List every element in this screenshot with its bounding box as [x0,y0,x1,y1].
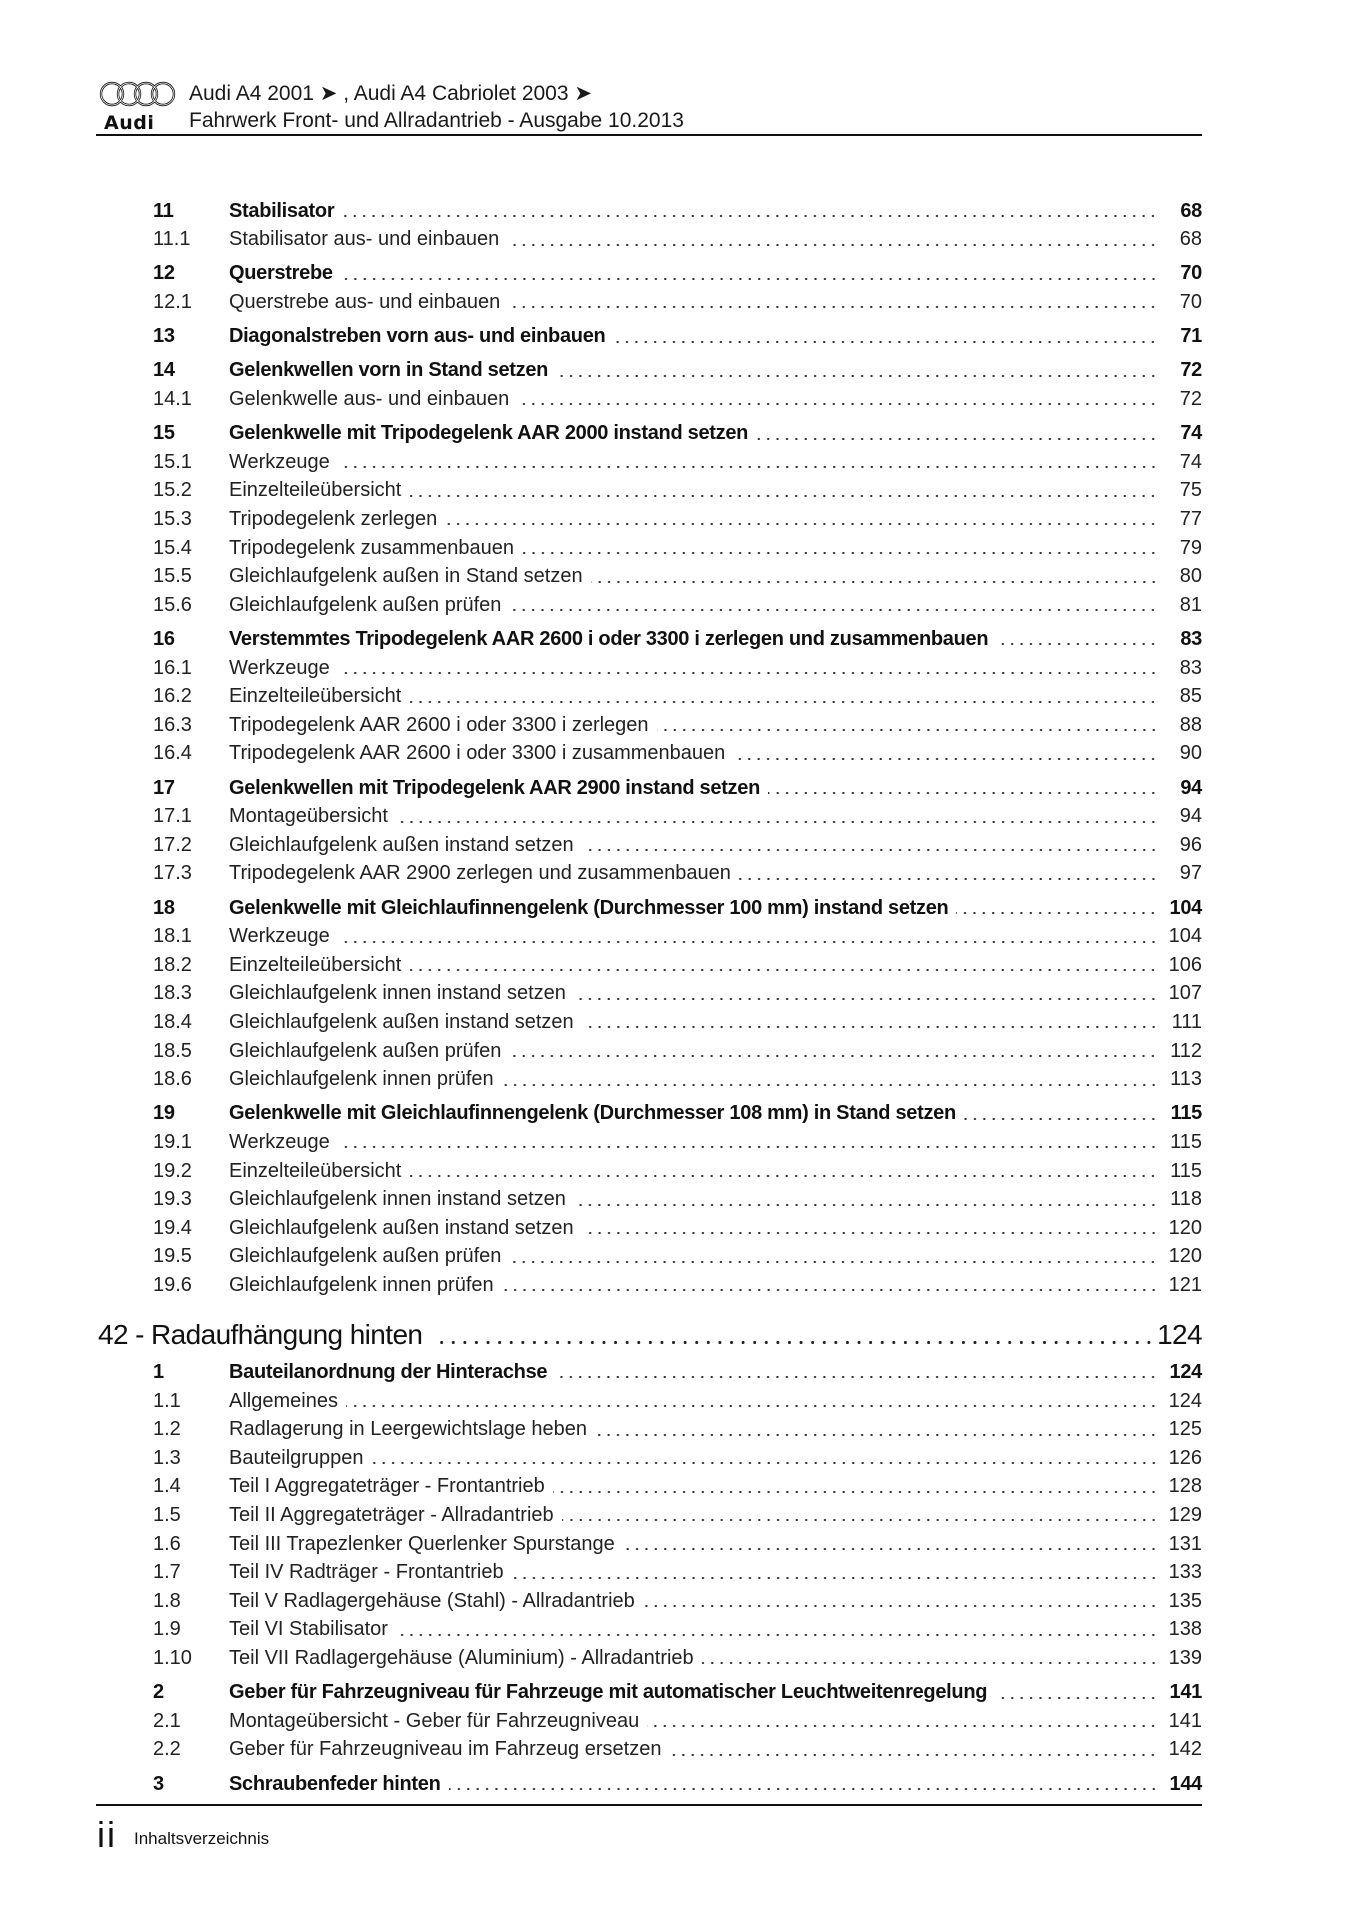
dot-leader [995,1697,1158,1699]
toc-entry-page: 94 [1179,805,1202,828]
toc-entry-title: Gleichlaufgelenk außen prüfen [229,593,502,616]
page-number: ii [97,1814,117,1855]
toc-entry-number: 2.2 [153,1738,181,1761]
toc-entry-page: 142 [1168,1738,1202,1761]
dot-leader [338,466,1158,468]
dot-leader [409,701,1158,703]
toc-subsection-entry[interactable] [153,832,1202,858]
document-title: Audi A4 2001 ➤ , Audi A4 Cabriolet 2003 ➤ [189,82,592,105]
toc-entry-title: Teil V Radlagergehäuse (Stahl) - Allradantrieb [229,1589,635,1612]
dot-leader [449,1788,1158,1790]
toc-subsection-entry[interactable] [153,1560,1202,1586]
toc-entry-page: 144 [1169,1772,1202,1795]
toc-subsection-entry[interactable] [153,1645,1202,1671]
toc-entry-title: Werkzeuge [229,450,330,473]
toc-entry-title: Gelenkwellen mit Tripodegelenk AAR 2900 instand setzen [229,776,760,799]
toc-entry-title: Teil VII Radlagergehäuse (Aluminium) - Allradantrieb [229,1646,694,1669]
toc-entry-page: 120 [1168,1245,1202,1268]
dot-leader [396,821,1158,823]
toc-entry-page: 70 [1179,290,1202,313]
dot-leader [555,1376,1158,1378]
toc-entry-page: 104 [1169,896,1202,919]
dot-leader [643,1605,1158,1607]
toc-entry-page: 121 [1168,1273,1202,1296]
dot-leader [657,729,1158,731]
toc-entry-title: Verstemmtes Tripodegelenk AAR 2600 i oder 3300 i zerlegen und zusammenbauen [229,627,989,650]
toc-entry-page: 68 [1180,199,1202,222]
dot-leader [512,1577,1158,1579]
toc-subsection-entry[interactable] [153,1388,1202,1414]
dot-leader [964,1118,1158,1120]
dot-leader [553,1491,1158,1493]
toc-subsection-entry[interactable] [153,535,1202,561]
toc-entry-page: 74 [1180,422,1202,445]
toc-entry-number: 13 [153,325,175,348]
toc-entry-number: 1.7 [153,1561,181,1584]
toc-entry-number: 16.1 [153,656,192,679]
toc-entry-page: 104 [1168,925,1202,948]
toc-subsection-entry[interactable] [153,1129,1202,1155]
toc-entry-title: Tripodegelenk zusammenbauen [229,536,514,559]
toc-section-entry[interactable] [153,1680,1202,1706]
dot-leader [509,1261,1158,1263]
toc-entry-number: 17.3 [153,862,192,885]
dot-leader [341,278,1158,280]
toc-entry-title: Diagonalstreben vorn aus- und einbauen [229,325,606,348]
toc-subsection-entry[interactable] [153,1417,1202,1443]
toc-entry-number: 1.10 [153,1646,192,1669]
toc-entry-number: 16.3 [153,713,192,736]
toc-entry-number: 2.1 [153,1709,181,1732]
toc-entry-number: 11.1 [153,228,191,251]
toc-entry-page: 115 [1170,1130,1202,1153]
toc-entry-page: 77 [1179,507,1202,530]
toc-entry-title: Gelenkwelle mit Gleichlaufinnengelenk (Durchmesser 100 mm) instand setzen [229,896,949,919]
toc-entry-title: Gleichlaufgelenk außen instand setzen [229,833,574,856]
toc-entry-title: Gleichlaufgelenk außen prüfen [229,1039,502,1062]
toc-entry-title: Tripodegelenk AAR 2600 i oder 3300 i zerlegen [229,713,649,736]
dot-leader [582,1232,1158,1234]
dot-leader [409,1175,1158,1177]
dot-leader [338,672,1158,674]
toc-entry-page: 113 [1170,1068,1202,1091]
toc-section-entry[interactable] [153,261,1202,287]
toc-section-entry[interactable] [153,324,1202,350]
toc-entry-page: 96 [1179,833,1202,856]
dot-leader [733,758,1158,760]
dot-leader [582,849,1158,851]
toc-subsection-entry[interactable] [153,449,1202,475]
toc-entry-number: 12.1 [153,290,192,313]
toc-entry-number: 18.2 [153,953,192,976]
toc-subsection-entry[interactable] [153,1708,1202,1734]
toc-entry-number: 15.6 [153,593,192,616]
toc-subsection-entry[interactable] [153,1531,1202,1557]
toc-section-entry[interactable] [153,895,1202,921]
toc-entry-title: Gleichlaufgelenk innen instand setzen [229,982,566,1005]
toc-entry-title: Tripodegelenk AAR 2900 zerlegen und zusammenbauen [229,862,731,885]
toc-subsection-entry[interactable] [153,655,1202,681]
toc-entry-number: 15.4 [153,536,192,559]
toc-entry-page: 115 [1170,1159,1202,1182]
toc-entry-page: 83 [1179,656,1202,679]
toc-subsection-entry[interactable] [153,741,1202,767]
toc-entry-number: 1 [153,1360,164,1383]
dot-leader [338,941,1158,943]
toc-entry-title: Allgemeines [229,1389,338,1412]
toc-entry-number: 11 [153,199,174,222]
toc-entry-page: 131 [1168,1532,1202,1555]
audi-four-rings-icon [98,80,178,110]
toc-entry-number: 14.1 [153,387,192,410]
toc-entry-page: 133 [1168,1561,1202,1584]
dot-leader [956,912,1158,914]
toc-entry-number: 19 [153,1102,175,1125]
dot-leader [739,878,1158,880]
toc-entry-title: Stabilisator [229,199,335,222]
toc-subsection-entry[interactable] [153,861,1202,887]
toc-entry-page: 111 [1171,1010,1202,1033]
footer-divider [96,1804,1202,1806]
toc-entry-title: Montageübersicht - Geber für Fahrzeugniveau [229,1709,640,1732]
toc-entry-page: 71 [1180,325,1202,348]
dot-leader [582,1026,1158,1028]
toc-entry-number: 16.4 [153,742,192,765]
dot-leader [509,1055,1158,1057]
toc-entry-title: Gleichlaufgelenk außen instand setzen [229,1216,574,1239]
toc-entry-number: 17.1 [153,805,192,828]
toc-section-entry[interactable] [153,421,1202,447]
toc-subsection-entry[interactable] [153,1187,1202,1213]
toc-entry-title: Werkzeuge [229,925,330,948]
toc-entry-title: Gleichlaufgelenk innen instand setzen [229,1188,566,1211]
toc-entry-title: Teil III Trapezlenker Querlenker Spurstange [229,1532,615,1555]
toc-subsection-entry[interactable] [153,684,1202,710]
toc-entry-number: 1.1 [153,1389,181,1412]
toc-subsection-entry[interactable] [153,1617,1202,1643]
toc-entry-title: Gleichlaufgelenk innen prüfen [229,1273,494,1296]
toc-entry-title: Einzelteileübersicht [229,953,402,976]
toc-entry-number: 3 [153,1772,164,1795]
toc-subsection-entry[interactable] [153,1272,1202,1298]
toc-entry-title: Bauteilanordnung der Hinterachse [229,1360,548,1383]
dot-leader [396,1634,1158,1636]
dot-leader [574,998,1158,1000]
toc-entry-number: 1.5 [153,1503,181,1526]
toc-entry-page: 74 [1179,450,1202,473]
toc-entry-page: 72 [1180,359,1202,382]
toc-subsection-entry[interactable] [153,804,1202,830]
dot-leader [507,244,1158,246]
toc-entry-number: 18 [153,896,175,919]
toc-entry-number: 18.6 [153,1068,192,1091]
toc-subsection-entry[interactable] [153,592,1202,618]
toc-entry-page: 135 [1168,1589,1202,1612]
toc-entry-title: Gleichlaufgelenk außen instand setzen [229,1010,574,1033]
toc-entry-page: 126 [1168,1446,1202,1469]
toc-section-entry[interactable] [153,198,1202,224]
toc-entry-number: 15.3 [153,507,192,530]
toc-subsection-entry[interactable] [153,924,1202,950]
toc-entry-title: Gelenkwellen vorn in Stand setzen [229,359,549,382]
toc-entry-page: 72 [1179,387,1202,410]
dot-leader [338,1146,1158,1148]
toc-entry-page: 141 [1169,1681,1202,1704]
toc-entry-title: Tripodegelenk zerlegen [229,507,438,530]
toc-entry-title: Radlagerung in Leergewichtslage heben [229,1418,588,1441]
dot-leader [346,1405,1158,1407]
dot-leader [996,643,1158,645]
toc-entry-page: 79 [1179,536,1202,559]
dot-leader [522,552,1158,554]
dot-leader [409,969,1158,971]
toc-entry-page: 124 [1169,1360,1202,1383]
toc-subsection-entry[interactable] [153,1067,1202,1093]
toc-entry-page: 70 [1180,262,1202,285]
page-header [98,80,1202,136]
toc-subsection-entry[interactable] [153,289,1202,315]
toc-entry-number: 1.2 [153,1418,181,1441]
toc-subsection-entry[interactable] [153,1158,1202,1184]
toc-subsection-entry[interactable] [153,506,1202,532]
toc-entry-title: Stabilisator aus- und einbauen [229,228,500,251]
document-subtitle: Fahrwerk Front- und Allradantrieb - Ausgabe 10.2013 [189,109,684,132]
toc-entry-page: 120 [1168,1216,1202,1239]
dot-leader [669,1754,1158,1756]
toc-entry-page: 107 [1168,982,1202,1005]
toc-subsection-entry[interactable] [153,1588,1202,1614]
dot-leader [591,581,1158,583]
toc-subsection-entry[interactable] [153,1502,1202,1528]
toc-entry-number: 15 [153,422,175,445]
dot-leader [556,375,1158,377]
header-divider [96,134,1202,136]
toc-section-entry[interactable] [153,1771,1202,1797]
dot-leader [702,1662,1158,1664]
dot-leader [647,1725,1158,1727]
toc-entry-number: 1.3 [153,1446,181,1469]
toc-subsection-entry[interactable] [153,386,1202,412]
toc-entry-number: 19.4 [153,1216,192,1239]
toc-subsection-entry[interactable] [153,1009,1202,1035]
toc-section-entry[interactable] [153,1359,1202,1385]
dot-leader [595,1434,1158,1436]
toc-entry-page: 80 [1179,565,1202,588]
toc-entry-title: Werkzeuge [229,656,330,679]
toc-entry-number: 18.3 [153,982,192,1005]
toc-entry-title: 42 - Radaufhängung hinten [98,1319,423,1351]
toc-subsection-entry[interactable] [153,981,1202,1007]
toc-entry-title: Gelenkwelle aus- und einbauen [229,387,510,410]
toc-entry-title: Einzelteileübersicht [229,479,402,502]
toc-entry-number: 16.2 [153,685,192,708]
toc-entry-number: 15.1 [153,450,192,473]
toc-entry-page: 81 [1179,593,1202,616]
toc-subsection-entry[interactable] [153,712,1202,738]
dot-leader [372,1462,1158,1464]
toc-entry-number: 18.4 [153,1010,192,1033]
toc-entry-number: 1.9 [153,1618,181,1641]
dot-leader [768,792,1158,794]
toc-entry-number: 17.2 [153,833,192,856]
dot-leader [502,1289,1158,1291]
toc-entry-title: Einzelteileübersicht [229,1159,402,1182]
toc-section-entry[interactable] [153,775,1202,801]
toc-entry-title: Werkzeuge [229,1130,330,1153]
toc-entry-page: 88 [1179,713,1202,736]
toc-entry-number: 15.2 [153,479,192,502]
toc-entry-number: 19.2 [153,1159,192,1182]
toc-subsection-entry[interactable] [153,1244,1202,1270]
toc-entry-page: 83 [1180,627,1202,650]
toc-entry-title: Geber für Fahrzeugniveau für Fahrzeuge mit automatischer Leuchtweitenregelung [229,1681,988,1704]
dot-leader [508,306,1158,308]
toc-entry-title: Querstrebe aus- und einbauen [229,290,501,313]
toc-entry-page: 90 [1179,742,1202,765]
toc-entry-page: 94 [1180,776,1202,799]
dot-leader [436,1341,1155,1344]
toc-subsection-entry[interactable] [153,227,1202,253]
toc-entry-number: 17 [153,776,175,799]
toc-entry-page: 115 [1170,1102,1202,1125]
dot-leader [613,341,1158,343]
toc-subsection-entry[interactable] [153,564,1202,590]
dot-leader [756,438,1158,440]
toc-entry-title: Gleichlaufgelenk außen in Stand setzen [229,565,583,588]
toc-subsection-entry[interactable] [153,1474,1202,1500]
section-label: Inhaltsverzeichnis [134,1829,270,1848]
toc-entry-title: Teil I Aggregateträger - Frontantrieb [229,1475,545,1498]
toc-entry-title: Bauteilgruppen [229,1446,364,1469]
toc-entry-title: Teil IV Radträger - Frontantrieb [229,1561,504,1584]
dot-leader [623,1548,1158,1550]
toc-entry-number: 18.1 [153,925,192,948]
toc-entry-page: 139 [1168,1646,1202,1669]
toc-entry-page: 97 [1179,862,1202,885]
toc-entry-number: 16 [153,627,175,650]
toc-entry-number: 1.8 [153,1589,181,1612]
toc-entry-number: 12 [153,262,175,285]
toc-entry-page: 68 [1179,228,1202,251]
toc-entry-title: Teil II Aggregateträger - Allradantrieb [229,1503,554,1526]
toc-entry-title: Gelenkwelle mit Tripodegelenk AAR 2000 instand setzen [229,422,749,445]
toc-subsection-entry[interactable] [153,1445,1202,1471]
toc-entry-title: Tripodegelenk AAR 2600 i oder 3300 i zusammenbauen [229,742,726,765]
toc-entry-number: 14 [153,359,175,382]
toc-subsection-entry[interactable] [153,1038,1202,1064]
toc-entry-page: 118 [1170,1188,1202,1211]
toc-entry-number: 19.6 [153,1273,192,1296]
toc-entry-title: Gleichlaufgelenk innen prüfen [229,1068,494,1091]
toc-entry-title: Gleichlaufgelenk außen prüfen [229,1245,502,1268]
toc-entry-title: Teil VI Stabilisator [229,1618,388,1641]
toc-entry-page: 125 [1168,1418,1202,1441]
dot-leader [342,215,1158,217]
toc-entry-title: Geber für Fahrzeugniveau im Fahrzeug ersetzen [229,1738,662,1761]
toc-entry-number: 15.5 [153,565,192,588]
dot-leader [562,1519,1158,1521]
toc-section-entry[interactable] [153,626,1202,652]
toc-chapter-heading[interactable] [98,1318,1202,1352]
toc-entry-number: 1.4 [153,1475,181,1498]
toc-entry-title: Querstrebe [229,262,333,285]
toc-entry-page: 124 [1157,1319,1202,1351]
toc-entry-number: 19.3 [153,1188,192,1211]
toc-entry-page: 138 [1168,1618,1202,1641]
dot-leader [445,523,1158,525]
dot-leader [574,1204,1158,1206]
toc-subsection-entry[interactable] [153,1737,1202,1763]
toc-section-entry[interactable] [153,1101,1202,1127]
toc-section-entry[interactable] [153,358,1202,384]
toc-entry-title: Montageübersicht [229,805,388,828]
toc-entry-title: Schraubenfeder hinten [229,1772,441,1795]
toc-entry-page: 124 [1168,1389,1202,1412]
audi-logo [98,80,178,135]
toc-entry-number: 2 [153,1681,164,1704]
dot-leader [409,495,1158,497]
toc-subsection-entry[interactable] [153,478,1202,504]
toc-entry-number: 1.6 [153,1532,181,1555]
toc-entry-page: 112 [1170,1039,1202,1062]
dot-leader [502,1084,1158,1086]
toc-subsection-entry[interactable] [153,1215,1202,1241]
toc-entry-title: Einzelteileübersicht [229,685,402,708]
audi-brand-wordmark: Audi [104,112,155,134]
toc-entry-number: 19.5 [153,1245,192,1268]
toc-entry-title: Gelenkwelle mit Gleichlaufinnengelenk (Durchmesser 108 mm) in Stand setzen [229,1102,956,1125]
toc-entry-page: 75 [1179,479,1202,502]
dot-leader [517,403,1158,405]
toc-entry-number: 19.1 [153,1130,192,1153]
toc-entry-page: 85 [1179,685,1202,708]
toc-entry-number: 18.5 [153,1039,192,1062]
dot-leader [509,609,1158,611]
toc-entry-page: 128 [1168,1475,1202,1498]
toc-entry-page: 141 [1168,1709,1202,1732]
toc-entry-page: 106 [1168,953,1202,976]
toc-entry-page: 129 [1168,1503,1202,1526]
toc-subsection-entry[interactable] [153,952,1202,978]
